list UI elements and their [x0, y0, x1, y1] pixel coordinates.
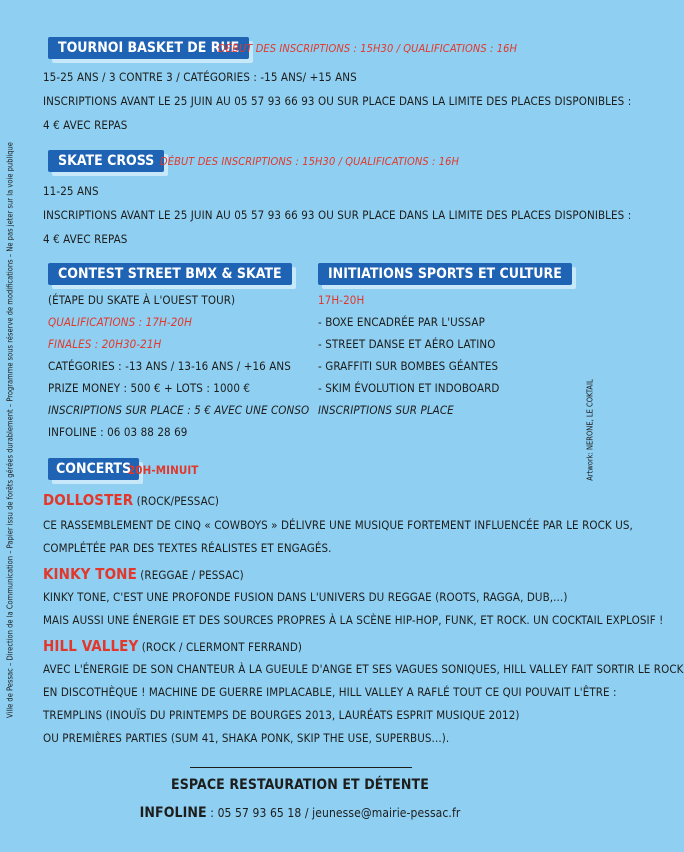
side-credits-right: Artwork: NERONE, LE COKTAIL	[585, 379, 595, 481]
band-dolloster	[43, 491, 219, 509]
espace-restauration: ESPACE RESTAURATION ET DÉTENTE	[171, 777, 429, 793]
band-origin: (REGGAE / PESSAC)	[136, 568, 244, 582]
band-description-line: MAIS AUSSI UNE ÉNERGIE ET DES SOURCES PROPRES À LA SCÈNE HIP-HOP, FUNK, ET ROCK. UN COCKTAIL EXPLOSIF !	[43, 613, 664, 627]
infoline-value: : 05 57 93 65 18 / jeunesse@mairie-pessac.fr	[206, 806, 461, 820]
band-description-line: COMPLÉTÉE PAR DES TEXTES RÉALISTES ET ENGAGÉS.	[43, 541, 332, 555]
contest-title: CONTEST STREET BMX & SKATE	[48, 263, 292, 285]
initiations-item: - STREET DANSE ET AÉRO LATINO	[318, 337, 496, 351]
skate-ages: 11-25 ANS	[43, 184, 99, 198]
skate-title: SKATE CROSS	[48, 150, 164, 172]
contest-inscriptions: INSCRIPTIONS SUR PLACE : 5 € AVEC UNE CONSO	[48, 403, 310, 417]
contest-qualifications: QUALIFICATIONS : 17H-20H	[48, 315, 192, 329]
band-description-line: CE RASSEMBLEMENT DE CINQ « COWBOYS » DÉLIVRE UNE MUSIQUE FORTEMENT INFLUENCÉE PAR LE ROCK US,	[43, 518, 633, 532]
footer-divider	[190, 767, 412, 768]
band-name: KINKY TONE	[43, 565, 137, 583]
initiations-title: INITIATIONS SPORTS ET CULTURE	[318, 263, 572, 285]
band-hill-valley	[43, 637, 302, 655]
initiations-item: - GRAFFITI SUR BOMBES GÉANTES	[318, 359, 499, 373]
contest-finales: FINALES : 20H30-21H	[48, 337, 162, 351]
band-origin: (ROCK/PESSAC)	[133, 494, 220, 508]
contest-etape: (ÉTAPE DU SKATE À L'OUEST TOUR)	[48, 293, 236, 307]
basket-title: TOURNOI BASKET DE RUE	[48, 37, 249, 59]
initiations-item: - BOXE ENCADRÉE PAR L'USSAP	[318, 315, 485, 329]
basket-times: DÉBUT DES INSCRIPTIONS : 15H30 / QUALIFICATIONS : 16H	[218, 42, 518, 55]
basket-inscriptions: INSCRIPTIONS AVANT LE 25 JUIN AU 05 57 93 66 93 OU SUR PLACE DANS LA LIMITE DES PLACES DISPONIBLES :	[43, 94, 632, 108]
band-origin: (ROCK / CLERMONT FERRAND)	[138, 640, 303, 654]
band-description-line: AVEC L'ÉNERGIE DE SON CHANTEUR À LA GUEULE D'ANGE ET SES VAGUES SONIQUES, HILL VALLEY FAIT SORTIR LE ROCK	[43, 662, 684, 676]
band-name: DOLLOSTER	[43, 491, 134, 509]
side-credits-left: Ville de Pessac – Direction de la Communication – Papier issu de forêts gérées durablement – Programme sous réserve de modifications – Ne pas jeter sur la voie publique	[5, 142, 15, 718]
contest-infoline: INFOLINE : 06 03 88 28 69	[48, 425, 188, 439]
band-kinky-tone	[43, 565, 244, 583]
band-description-line: OU PREMIÈRES PARTIES (SUM 41, SHAKA PONK, SKIP THE USE, SUPERBUS...).	[43, 731, 450, 745]
footer-infoline	[0, 805, 600, 821]
band-description-line: KINKY TONE, C'EST UNE PROFONDE FUSION DANS L'UNIVERS DU REGGAE (ROOTS, RAGGA, DUB,...)	[43, 590, 568, 604]
band-name: HILL VALLEY	[43, 637, 139, 655]
contest-categories: CATÉGORIES : -13 ANS / 13-16 ANS / +16 ANS	[48, 359, 291, 373]
infoline-label: INFOLINE	[139, 805, 207, 821]
initiations-time: 17H-20H	[318, 293, 365, 307]
skate-times: DÉBUT DES INSCRIPTIONS : 15H30 / QUALIFICATIONS : 16H	[160, 155, 460, 168]
skate-price: 4 € AVEC REPAS	[43, 232, 128, 246]
band-description-line: TREMPLINS (INOUÏS DU PRINTEMPS DE BOURGES 2013, LAURÉATS ESPRIT MUSIQUE 2012)	[43, 708, 520, 722]
initiations-footer: INSCRIPTIONS SUR PLACE	[318, 403, 454, 417]
skate-inscriptions: INSCRIPTIONS AVANT LE 25 JUIN AU 05 57 93 66 93 OU SUR PLACE DANS LA LIMITE DES PLACES DISPONIBLES :	[43, 208, 632, 222]
concerts-title: CONCERTS	[48, 458, 139, 480]
concerts-time: 20H-MINUIT	[128, 463, 199, 477]
band-description-line: EN DISCOTHÈQUE ! MACHINE DE GUERRE IMPLACABLE, HILL VALLEY A RAFLÉ TOUT CE QUI POUVAIT L'ÊTRE :	[43, 685, 617, 699]
contest-prize: PRIZE MONEY : 500 € + LOTS : 1000 €	[48, 381, 251, 395]
basket-ages: 15-25 ANS / 3 CONTRE 3 / CATÉGORIES : -15 ANS/ +15 ANS	[43, 70, 357, 84]
basket-price: 4 € AVEC REPAS	[43, 118, 128, 132]
initiations-item: - SKIM ÉVOLUTION ET INDOBOARD	[318, 381, 500, 395]
